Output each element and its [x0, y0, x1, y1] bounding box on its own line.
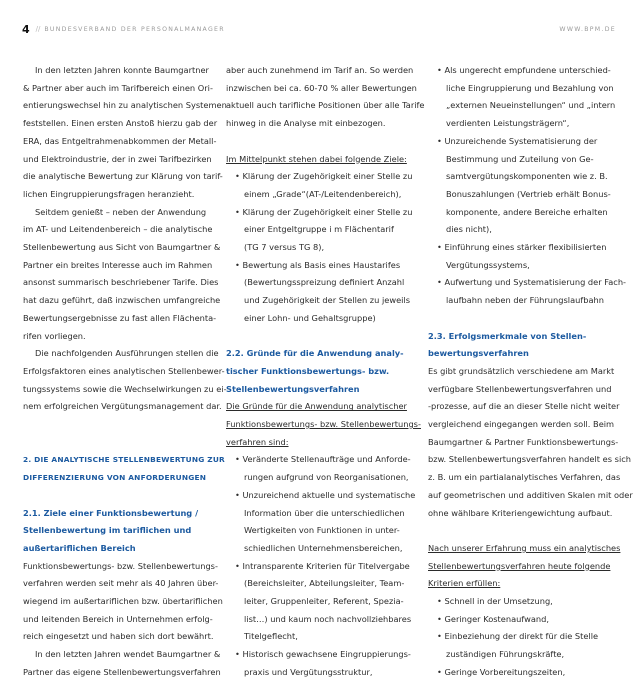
list-item: • Veränderte Stellenaufträge und Anforde- — [235, 454, 411, 465]
page-number: 4 — [22, 22, 30, 36]
list-item: samtvergütungskomponenten wie z. B. — [446, 171, 608, 182]
text-line: Funktionsbewertungs- bzw. Stellenbewertungs- — [23, 560, 218, 571]
subsection-heading: bewertungsverfahren — [428, 348, 529, 359]
text-line: entierungswechsel hin zu analytischen Systemen — [23, 100, 227, 111]
column-left — [23, 62, 227, 682]
list-item: • Geringe Vorbereitungszeiten, — [437, 666, 566, 677]
text-line: aber auch zunehmend im Tarif an. So werden — [226, 65, 414, 75]
text-line: vergleichend eingegangen werden soll. Beim — [428, 419, 615, 430]
text-line: inzwischen bei ca. 60-70 % aller Bewertungen — [226, 82, 417, 93]
list-item: liche Eingruppierung und Bezahlung von — [446, 82, 614, 93]
list-item: Bonuszahlungen (Vertrieb erhält Bonus- — [446, 188, 611, 199]
list-item: (TG 7 versus TG 8), — [244, 242, 325, 253]
list-item: einem „Grade“(AT-/Leitendenbereich), — [244, 188, 402, 199]
text-line: Erfolgsfaktoren eines analytischen Stellenbewer- — [23, 365, 225, 376]
list-item: Titelgeflecht, — [244, 631, 298, 642]
text-line: wiegend im außertariflichen bzw. übertariflichen — [23, 596, 223, 607]
list-item: verdienten Leistungsträgern“, — [446, 118, 570, 129]
text-line: -prozesse, auf die an dieser Stelle nicht weiter — [428, 401, 620, 412]
list-item: rungen aufgrund von Reorganisationen, — [244, 472, 409, 483]
text-line: Partner das eigene Stellenbewertungsverfahren — [23, 666, 221, 677]
text-line: ohne wählbare Kriteriengewichtung aufbaut. — [428, 507, 613, 518]
text-line: hat dazu geführt, daß inzwischen umfangreiche — [23, 295, 221, 306]
column-right — [428, 62, 633, 682]
list-item: • Einbeziehung der direkt für die Stelle — [437, 631, 599, 642]
list-item: und Zugehörigkeit der Stellen zu jeweils — [244, 295, 411, 306]
list-item: • Unzureichende Systematisierung der — [437, 135, 598, 146]
list-item: Bestimmung und Zuteilung von Ge- — [446, 153, 594, 164]
text-line: feststellen. Einen ersten Anstoß hierzu gab der — [23, 118, 218, 129]
text-line: Die nachfolgenden Ausführungen stellen die — [35, 348, 219, 359]
text-line: Seitdem genießt – neben der Anwendung — [35, 206, 207, 217]
list-lead: Nach unserer Erfahrung muss ein analytisches — [428, 542, 621, 553]
list-item: einer Lohn- und Gehaltsgruppe) — [244, 312, 376, 323]
list-lead: Kriterien erfüllen: — [428, 578, 501, 589]
text-line: reich eingesetzt und haben sich dort bewährt. — [23, 631, 214, 642]
text-line: hinweg in die Analyse mit einbezogen. — [226, 118, 386, 129]
subsection-heading: Stellenbewertungsverfahren — [226, 383, 360, 394]
text-line: die analytische Bewertung zur Klärung von tarif- — [23, 171, 223, 182]
text-line: verfahren werden seit mehr als 40 Jahren über- — [23, 578, 219, 589]
text-line: tungssystems sowie die Wechselwirkungen zu ei- — [23, 383, 227, 394]
subsection-heading: außertariflichen Bereich — [23, 542, 136, 553]
text-line: rifen vorliegen. — [23, 330, 86, 341]
list-item: einer Entgeltgruppe i m Flächentarif — [244, 224, 394, 235]
text-line: im AT- und Leitendenbereich – die analytische — [23, 224, 213, 235]
text-line: auf geometrischen und additiven Skalen mit oder — [428, 489, 633, 500]
list-lead: Stellenbewertungsverfahren heute folgende — [428, 560, 611, 571]
text-line: In den letzten Jahren konnte Baumgartner — [35, 65, 209, 75]
text-line: und Elektroindustrie, der in zwei Tarifbezirken — [23, 153, 212, 164]
list-item: • Geringer Kostenaufwand, — [437, 613, 550, 624]
text-line: bzw. Stellenbewertungsverfahren handelt es sich — [428, 454, 631, 465]
list-item: • Klärung der Zugehörigkeit einer Stelle zu — [235, 171, 413, 182]
list-item: „externen Neueinstellungen“ und „intern — [446, 100, 616, 111]
list-item: komponente, andere Bereiche erhalten — [446, 206, 608, 217]
text-line: ansonst summarisch beschriebener Tarife. Dies — [23, 277, 219, 288]
list-lead: Funktionsbewertungs- bzw. Stellenbewertungs- — [226, 419, 421, 430]
subsection-heading: 2.2. Gründe für die Anwendung analy- — [226, 348, 404, 359]
text-line: Bewertungsergebnisse zu fast allen Flächenta- — [23, 312, 217, 323]
section-heading: 2. DIE ANALYTISCHE STELLENBEWERTUNG ZUR — [23, 455, 225, 465]
text-line: ERA, das Entgeltrahmenabkommen der Metall- — [23, 135, 217, 146]
list-item: Wertigkeiten von Funktionen in unter- — [244, 525, 400, 536]
list-item: • Historisch gewachsene Eingruppierungs- — [235, 649, 411, 660]
section-heading: DIFFERENZIERUNG VON ANFORDERUNGEN — [23, 473, 207, 483]
page-header — [22, 22, 616, 36]
list-item: schiedlichen Unternehmensbereichen, — [244, 542, 403, 553]
text-line: Stellenbewertung aus Sicht von Baumgartner & — [23, 242, 221, 253]
list-item: • Bewertung als Basis eines Haustarifes — [235, 259, 401, 270]
text-line: Es gibt grundsätzlich verschiedene am Markt — [428, 365, 615, 376]
header-publisher: BUNDESVERBAND DER PERSONALMANAGER — [44, 25, 225, 33]
text-line: und leitenden Bereich in Unternehmen erfolg- — [23, 613, 213, 624]
list-item: • Unzureichend aktuelle und systematische — [235, 489, 416, 500]
text-line: In den letzten Jahren wendet Baumgartner & — [35, 649, 221, 660]
text-line: lichen Eingruppierungsfragen heranzieht. — [23, 188, 195, 199]
subsection-heading: Stellenbewertung im tariflichen und — [23, 525, 192, 536]
list-item: list…) und kaum noch nachvollziehbares — [244, 613, 412, 624]
list-item: • Schnell in der Umsetzung, — [437, 596, 553, 607]
list-item: • Klärung der Zugehörigkeit einer Stelle zu — [235, 206, 413, 217]
list-item: • Intransparente Kriterien für Titelvergabe — [235, 560, 410, 571]
list-item: zuständigen Führungskräfte, — [446, 649, 565, 660]
text-line: Baumgartner & Partner Funktionsbewertungs- — [428, 436, 619, 447]
list-item: Information über die unterschiedlichen — [244, 507, 405, 518]
text-line: z. B. um ein partialanalytisches Verfahren, das — [428, 472, 621, 483]
text-line: verfügbare Stellenbewertungsverfahren und — [428, 383, 612, 394]
list-item: praxis und Vergütungsstruktur, — [244, 666, 373, 677]
text-line: & Partner aber auch im Tarifbereich einen Ori- — [23, 82, 213, 93]
text-line: Partner ein breites Interesse auch im Rahmen — [23, 259, 213, 270]
text-line: aktuell auch tarifliche Positionen über alle Tarife — [226, 100, 425, 111]
header-website[interactable]: WWW.BPM.DE — [559, 25, 616, 33]
subsection-heading: tischer Funktionsbewertungs- bzw. — [226, 365, 390, 376]
list-item: • Einführung eines stärker flexibilisierten — [437, 242, 607, 253]
list-item: leiter, Gruppenleiter, Referent, Spezia- — [244, 596, 404, 607]
list-item: • Als ungerecht empfundene unterschied- — [437, 65, 611, 75]
column-middle — [226, 62, 425, 682]
subsection-heading: 2.1. Ziele einer Funktionsbewertung / — [23, 507, 199, 518]
list-item: (Bewertungsspreizung definiert Anzahl — [244, 277, 405, 288]
list-lead: Im Mittelpunkt stehen dabei folgende Ziele: — [226, 153, 407, 164]
list-lead: Die Gründe für die Anwendung analytischer — [226, 401, 407, 412]
header-separator: // — [35, 25, 41, 33]
list-item: dies nicht), — [446, 224, 492, 235]
subsection-heading: 2.3. Erfolgsmerkmale von Stellen- — [428, 330, 587, 341]
list-item: Vergütungssystems, — [446, 259, 530, 270]
list-item: laufbahn neben der Führungslaufbahn — [446, 295, 605, 306]
list-item: • Aufwertung und Systematisierung der Fach- — [437, 277, 627, 288]
list-lead: verfahren sind: — [226, 436, 289, 447]
text-line: nem erfolgreichen Vergütungsmanagement dar. — [23, 401, 222, 412]
list-item: (Bereichsleiter, Abteilungsleiter, Team- — [244, 578, 405, 589]
